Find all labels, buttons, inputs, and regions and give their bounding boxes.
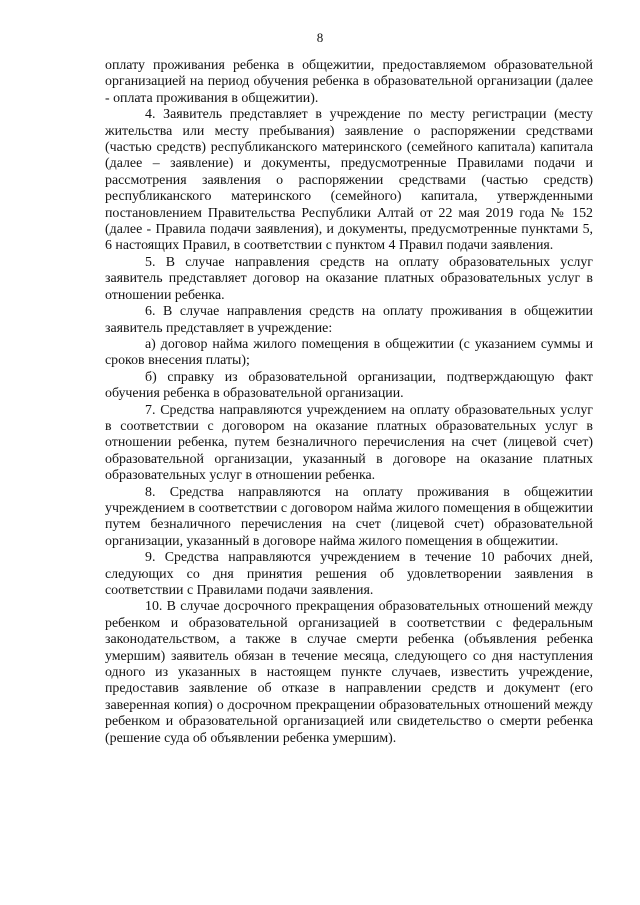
paragraph-item-8: 8. Средства направляются на оплату проживания в общежитии учреждением в соответствии с договором найма жилого помещения в общежитии путем безналичного перечисления на счет (лицевой счет) образовательной организации, указанный в договоре найма жилого помещения в общежитии. [105,484,593,549]
page-number: 8 [316,30,324,45]
document-body [105,58,593,747]
paragraph-item-4: 4. Заявитель представляет в учреждение по месту регистрации (месту жительства или месту пребывания) заявление о распоряжении средствами (частью средств) республиканского материнского (семейного капитала) капитала (далее – заявление) и документы, предусмотренные Правилами подачи и рассмотрения заявления о распоряжении средствами (частью средств) республиканского материнского (семейного) капитала, утвержденными постановлением Правительства Республики Алтай от 22 мая 2019 года № 152 (далее - Правила подачи заявления), и документы, предусмотренные пунктами 5, 6 настоящих Правил, в соответствии с пунктом 4 Правил подачи заявления. [105,107,593,254]
paragraph-continuation: оплату проживания ребенка в общежитии, предоставляемом образовательной организацией на период обучения ребенка в образовательной организации (далее - оплата проживания в общежитии). [105,58,593,106]
paragraph-item-9: 9. Средства направляются учреждением в течение 10 рабочих дней, следующих со дня принятия решения об удовлетворении заявления в соответствии с Правилами подачи заявления. [105,550,593,598]
paragraph-subitem-a: а) договор найма жилого помещения в общежитии (с указанием суммы и сроков внесения платы); [105,336,593,369]
paragraph-subitem-b: б) справку из образовательной организации, подтверждающую факт обучения ребенка в образовательной организации. [105,369,593,402]
paragraph-item-5: 5. В случае направления средств на оплату образовательных услуг заявитель представляет договор на оказание платных образовательных услуг в отношении ребенка. [105,254,593,303]
paragraph-item-7: 7. Средства направляются учреждением на оплату образовательных услуг в соответствии с договором на оказание платных образовательных услуг в отношении ребенка, путем безналичного перечисления на счет (лицевой счет) образовательной организации, указанный в договоре на оказание платных образовательных услуг в отношении ребенка. [105,402,593,484]
paragraph-item-10: 10. В случае досрочного прекращения образовательных отношений между ребенком и образовательной организацией в соответствии с федеральным законодательством, а также в случае смерти ребенка (объявления ребенка умершим) заявитель обязан в течение месяца, следующего со дня наступления одного из указанных в настоящем пункте случаев, известить учреждение, предоставив заявление об отказе в направлении средств и документ (его заверенная копия) о досрочном прекращении образовательных отношений между ребенком и образовательной организацией или свидетельство о смерти ребенка (решение суда об объявлении ребенка умершим). [105,599,593,746]
paragraph-item-6: 6. В случае направления средств на оплату проживания в общежитии заявитель представляет в учреждение: [105,304,593,336]
